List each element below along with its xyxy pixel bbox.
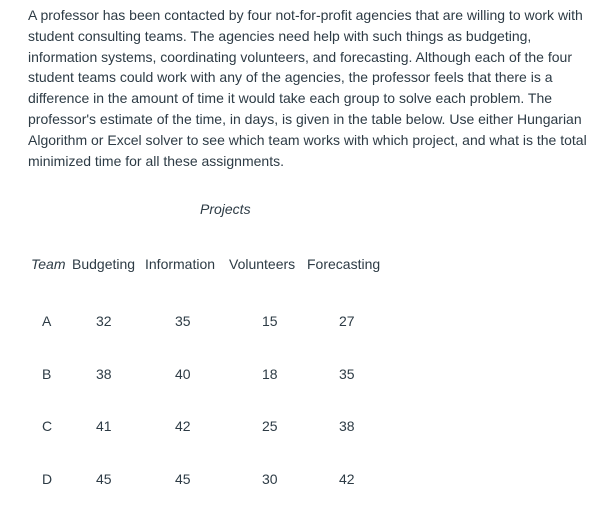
team-cell: D	[42, 470, 53, 487]
budgeting-cell: 32	[96, 313, 112, 330]
table-row	[28, 275, 387, 348]
table-row	[28, 453, 387, 506]
budgeting-cell: 41	[96, 418, 112, 435]
volunteers-cell: 30	[262, 470, 278, 487]
table-row	[28, 400, 387, 453]
team-cell: C	[42, 418, 53, 435]
team-cell: A	[42, 313, 52, 330]
problem-statement: A professor has been contacted by four not-for-profit agencies that are willing to work with student consulting teams. The agencies need help with such things as budgeting, information systems, coordinating volunteers, and forecasting. Although each of the four student teams could work with any of the agencies, the professor feels that there is a difference in the amount of time it would take each group to solve each problem. The professor's estimate of the time, in days, is given in the table below. Use either Hungarian Algorithm or Excel solver to see which team works with which project, and what is the total minimized time for all these assignments.	[28, 7, 587, 169]
assignment-time-table	[28, 253, 387, 505]
budgeting-cell: 38	[96, 365, 112, 382]
information-cell: 35	[175, 313, 191, 330]
table-row	[28, 348, 387, 401]
header-volunteers: Volunteers	[229, 256, 296, 272]
information-cell: 42	[175, 418, 191, 435]
information-cell: 45	[175, 470, 191, 487]
header-team: Team	[31, 256, 66, 272]
information-cell: 40	[175, 365, 191, 382]
volunteers-cell: 25	[262, 418, 278, 435]
header-forecasting: Forecasting	[307, 256, 381, 272]
forecasting-cell: 38	[339, 418, 355, 435]
volunteers-cell: 18	[262, 365, 278, 382]
header-budgeting: Budgeting	[72, 256, 136, 272]
budgeting-cell: 45	[96, 470, 112, 487]
team-cell: B	[42, 365, 52, 382]
forecasting-cell: 35	[339, 365, 355, 382]
projects-label: Projects	[200, 201, 251, 217]
forecasting-cell: 42	[339, 470, 355, 487]
forecasting-cell: 27	[339, 313, 355, 330]
volunteers-cell: 15	[262, 313, 278, 330]
header-information: Information	[145, 256, 216, 272]
table-header-row	[28, 253, 387, 275]
